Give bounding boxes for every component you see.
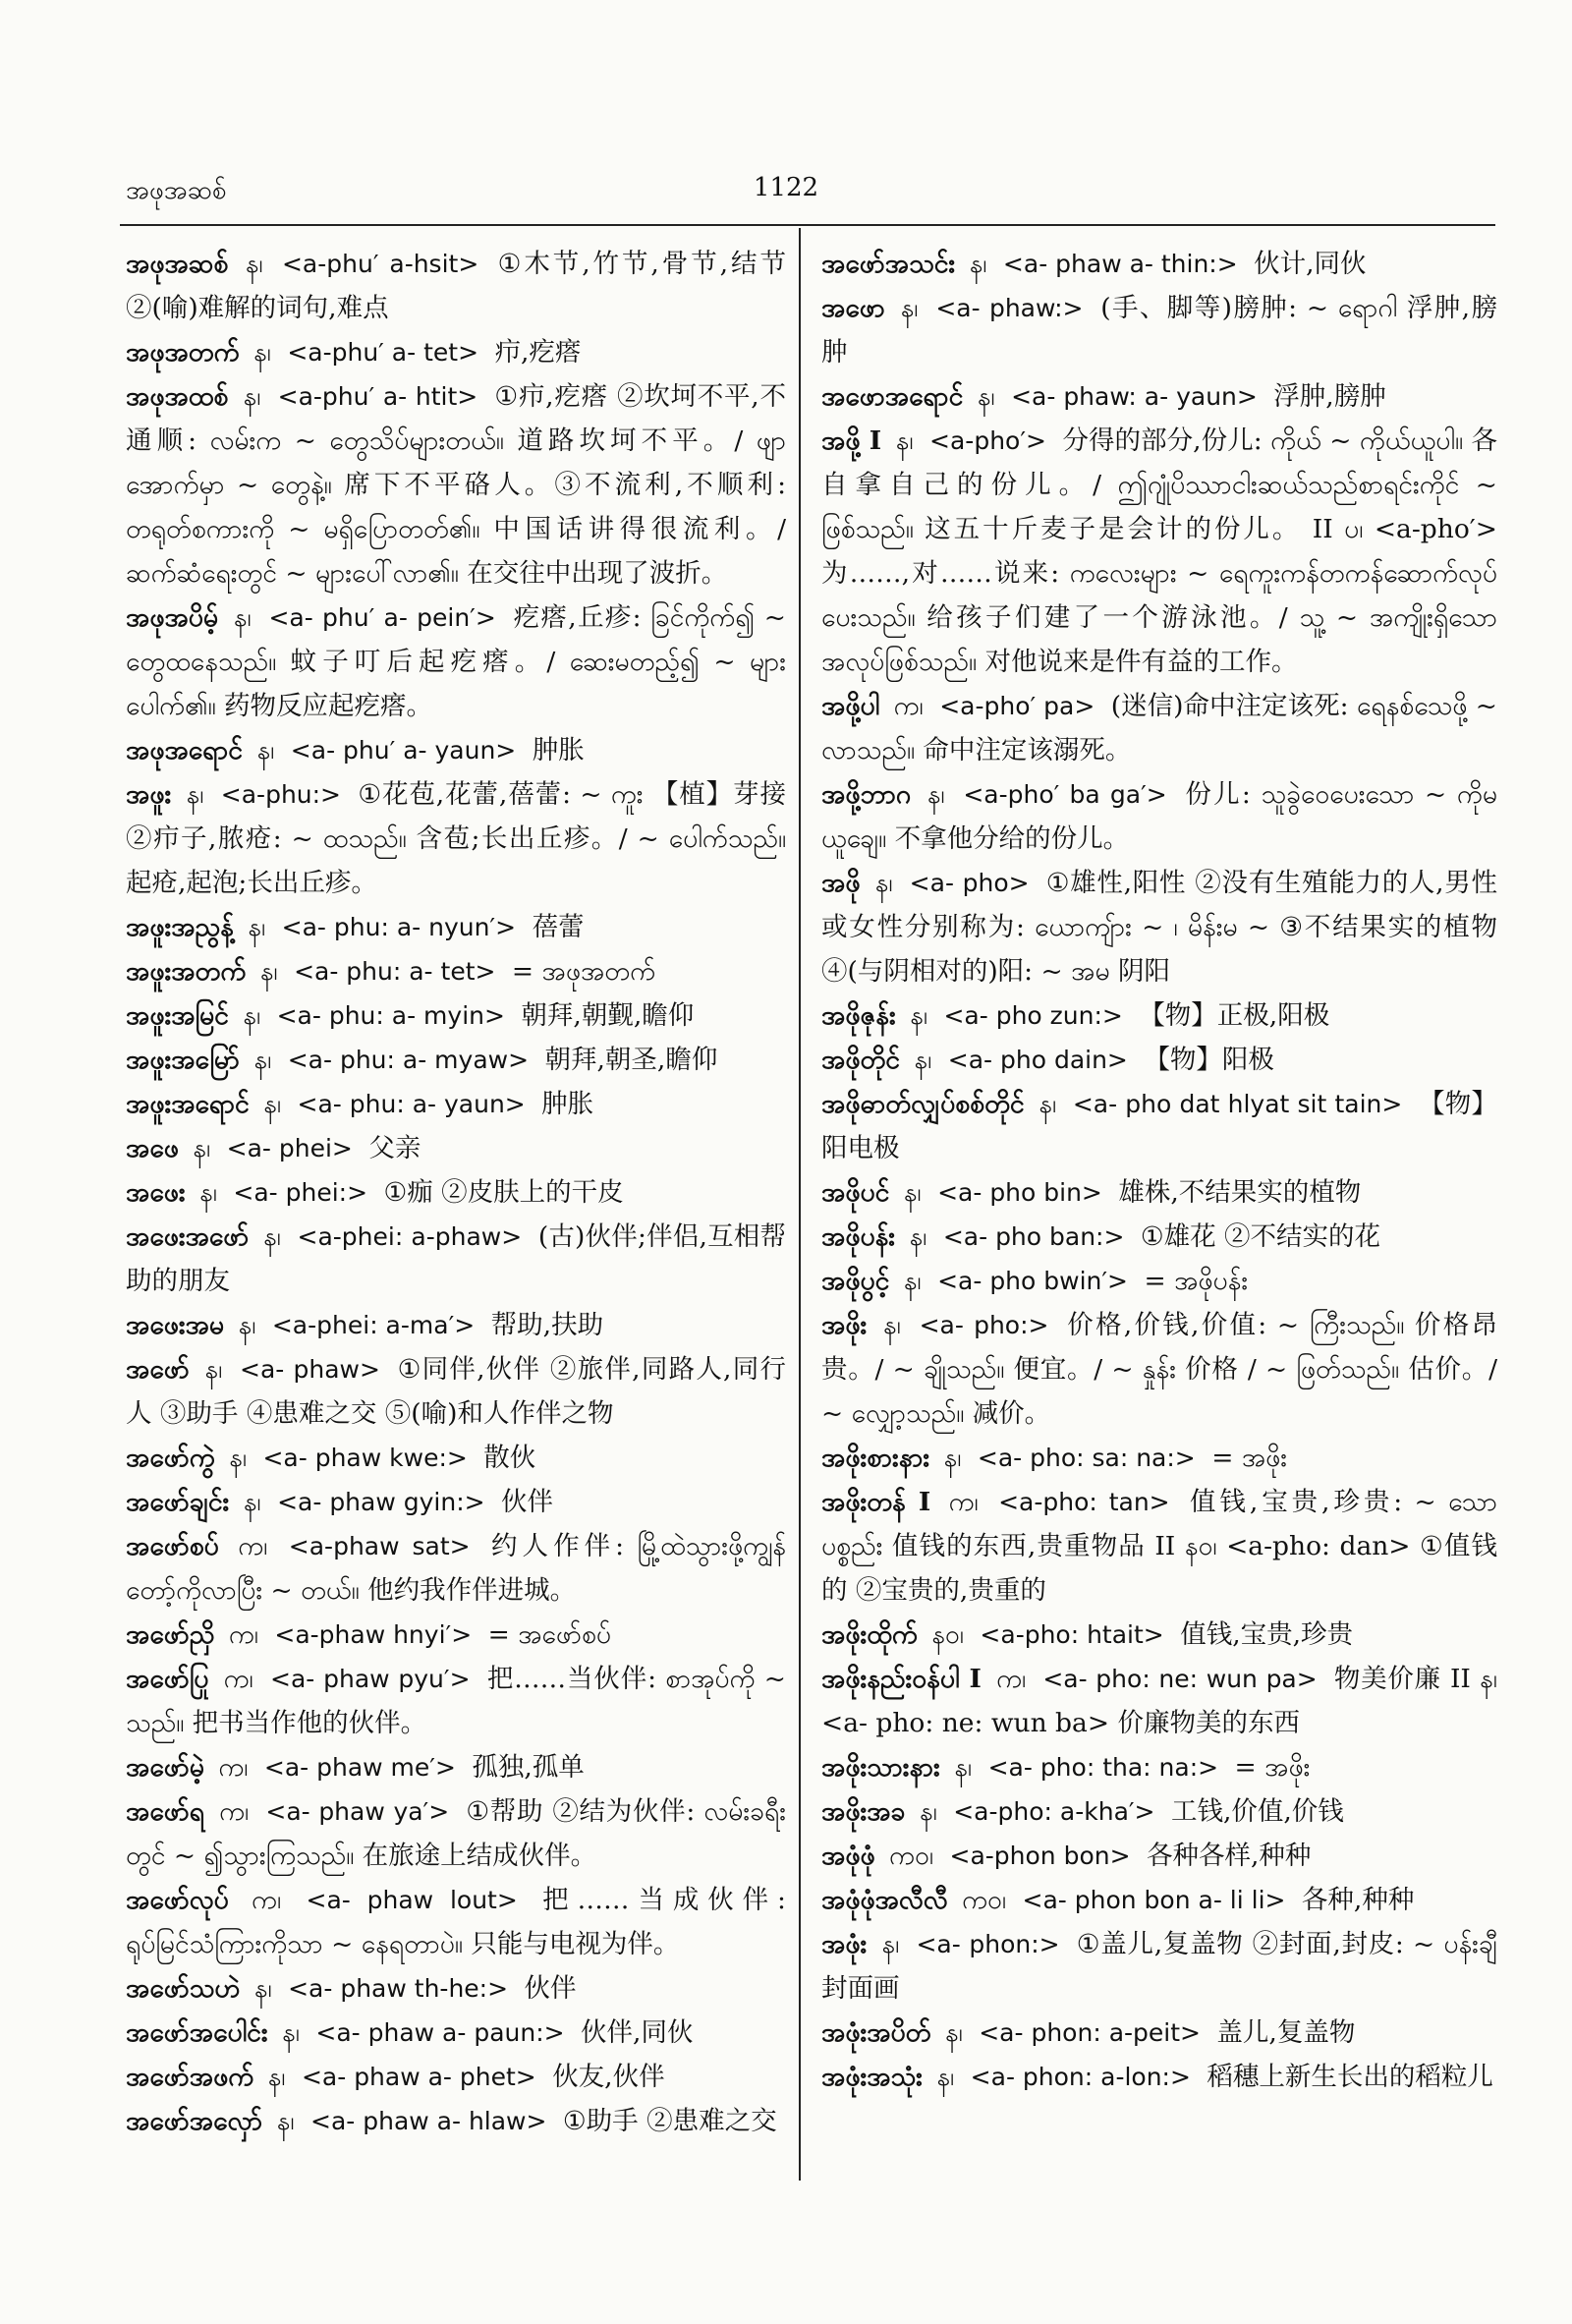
entry-definition: ①花苞,花蕾,蓓蕾: ~ ကူး 【植】芽接 ②疖子,脓疮: ~ ထသည်။ 含苞;长出丘疹。/ ~ ပေါက်သည်။ 起疮,起泡;长出丘疹。 (126, 779, 786, 898)
entry-headword: အဖူးအတက် (126, 956, 247, 987)
entry-headword: အဖော်အဖက် (126, 2062, 254, 2092)
dictionary-entry (821, 684, 1497, 772)
entry-pronunciation: <a- phei:> (233, 1178, 368, 1207)
dictionary-entry (821, 1082, 1497, 1170)
entry-definition: 【物】阳电极 (821, 1089, 1497, 1163)
entry-definition: ①盖儿,复盖物 ②封面,封皮: ~ ပန်းချီ 封面画 (821, 1929, 1497, 2004)
dictionary-entry (126, 1347, 786, 1436)
entry-headword: အဖုံးအပိတ် (821, 2017, 931, 2048)
entry-pronunciation: <a- phaw a- thin:> (1002, 250, 1238, 278)
entry-pronunciation: <a-pho: htait> (980, 1620, 1164, 1649)
entry-definition: 份儿: သူခွဲဝေပေးသော ~ ကိုမယူချေ။ 不拿他分给的份儿。 (821, 779, 1498, 854)
entry-pronunciation: <a- phon bon a- li li> (1022, 1886, 1286, 1914)
entry-part-of-speech: က၊ (228, 1619, 258, 1650)
entry-part-of-speech: ကဝ၊ (962, 1885, 1007, 1915)
dictionary-entry (126, 595, 786, 728)
entry-part-of-speech: န၊ (259, 956, 278, 987)
entry-part-of-speech: က၊ (996, 1664, 1027, 1694)
entry-part-of-speech: န၊ (914, 1045, 932, 1075)
entry-headword: အဖော်အလှော် (126, 2106, 263, 2136)
dictionary-entry (126, 993, 786, 1038)
entry-pronunciation: <a- phaw kwe:> (262, 1444, 468, 1472)
entry-part-of-speech: န၊ (943, 1443, 962, 1473)
entry-pronunciation: <a- phaw gyin:> (277, 1488, 485, 1516)
entry-headword: အဖော်သဟဲ (126, 1973, 241, 2004)
entry-definition: 【物】阳极 (1144, 1045, 1274, 1075)
entry-headword: အဖောအရောင် (821, 381, 964, 412)
entry-definition: 各种各样,种种 (1146, 1841, 1312, 1871)
entry-part-of-speech: န၊ (977, 381, 995, 412)
entry-headword: အဖို (821, 868, 861, 898)
entry-headword: အဖို့ဘာဂ (821, 779, 912, 810)
entry-headword: အဖေး (126, 1177, 186, 1208)
entry-pronunciation: <a- pho:> (919, 1311, 1049, 1339)
entry-headword: အဖိုတိုင် (821, 1045, 900, 1075)
entry-definition: ①木节,竹节,骨节,结节 ②(喻)难解的词句,难点 (126, 249, 786, 323)
dictionary-entry (821, 1878, 1497, 1922)
entry-part-of-speech: န၊ (193, 1133, 211, 1163)
entry-part-of-speech: န၊ (909, 1221, 927, 1252)
dictionary-entry (126, 949, 786, 993)
entry-part-of-speech: န၊ (895, 425, 914, 456)
entry-definition: 伙友,伙伴 (552, 2062, 665, 2092)
dictionary-entry (821, 374, 1497, 419)
entry-headword: အဖော (821, 293, 885, 323)
entry-headword: အဖိုးစားနား (821, 1443, 930, 1473)
entry-part-of-speech: န၊ (936, 2062, 955, 2092)
dictionary-entry (821, 772, 1497, 861)
entry-headword: အဖော်ချင်း (126, 1487, 230, 1517)
entry-headword: အဖုံဖုံ (821, 1841, 875, 1871)
entry-definition: ①疖,疙瘩 ②坎坷不平,不通顺: လမ်းက ~ တွေသိပ်များတယ်။ 道路坎坷不平。/ ဖျာအောက်မှာ ~ တွေနဲ့။ 席下不平硌人。③不流利,不顺利: တရုတ်စကားကို ~ မရှိပြောတတ်၏။ 中国话讲得很流利。/ ဆက်ဆံရေးတွင် ~ များပေါ်လာ၏။ 在交往中出现了波折。 (126, 381, 786, 589)
entry-headword: အဖော်လုပ် (126, 1885, 229, 1915)
entry-definition: = အဖိုး (1234, 1752, 1311, 1783)
entry-definition: 把……当成伙伴: ရုပ်မြင်သံကြားကိုသာ ~ နေရတာပဲ။ 只能与电视为伴。 (126, 1885, 786, 1959)
entry-pronunciation: <a- pho: tha: na:> (987, 1753, 1219, 1782)
entry-pronunciation: <a- pho bwin′> (937, 1267, 1128, 1295)
entry-headword: အဖို့ I (821, 425, 882, 456)
entry-part-of-speech: န၊ (1039, 1089, 1057, 1119)
entry-part-of-speech: န၊ (229, 1443, 248, 1473)
entry-definition: 浮肿,膀肿 (1273, 381, 1386, 412)
entry-headword: အဖုအရောင် (126, 735, 243, 765)
entry-headword: အဖိုးနည်းဝန်ပါ I (821, 1664, 982, 1694)
entry-part-of-speech: န၊ (926, 779, 945, 810)
entry-pronunciation: <a-phon bon> (949, 1842, 1131, 1870)
entry-pronunciation: <a- phon:> (916, 1930, 1060, 1958)
entry-part-of-speech: ကဝ၊ (889, 1841, 934, 1871)
entry-part-of-speech: န၊ (243, 381, 261, 412)
entry-headword: အဖော်ကွဲ (126, 1443, 215, 1473)
entry-pronunciation: <a- phaw: a- yaun> (1011, 382, 1258, 411)
dictionary-entry (821, 1922, 1497, 2011)
entry-definition: 值钱,宝贵,珍贵 (1180, 1619, 1354, 1650)
entry-definition: 伙伴,同伙 (581, 2017, 694, 2048)
entry-headword: အဖူးအရောင် (126, 1089, 250, 1119)
entry-pronunciation: <a-pho′ ba ga′> (963, 780, 1167, 809)
entry-headword: အဖေးအမ (126, 1310, 225, 1340)
entry-headword: အဖိုဇုန်း (821, 1000, 896, 1031)
entry-headword: အဖုံး (821, 1929, 868, 1959)
page-number: 1122 (753, 173, 819, 202)
dictionary-entry (126, 1170, 786, 1215)
entry-pronunciation: <a-phu′ a- tet> (287, 338, 479, 367)
entry-pronunciation: <a- phu: a- myaw> (287, 1046, 530, 1074)
entry-part-of-speech: န၊ (919, 1796, 937, 1827)
entry-definition: 工钱,价值,价钱 (1170, 1796, 1344, 1827)
dictionary-entry (821, 286, 1497, 374)
entry-definition: 朝拜,朝觐,瞻仰 (521, 1000, 695, 1031)
entry-part-of-speech: န၊ (238, 1310, 256, 1340)
entry-definition: 朝拜,朝圣,瞻仰 (544, 1045, 718, 1075)
dictionary-entry (126, 1745, 786, 1789)
entry-pronunciation: <a-pho′ pa> (939, 692, 1095, 720)
entry-definition: 散伙 (483, 1443, 536, 1473)
entry-definition: = အဖော်စပ် (487, 1619, 611, 1650)
entry-part-of-speech: န၊ (881, 1929, 900, 1959)
dictionary-entry (126, 1126, 786, 1170)
entry-headword: အဖော်စပ် (126, 1531, 219, 1561)
entry-part-of-speech: န၊ (253, 1973, 272, 2004)
dictionary-entry (126, 1082, 786, 1126)
entry-headword: အဖိုးတန် I (821, 1487, 931, 1517)
entry-headword: အဖိုးသားနား (821, 1752, 940, 1783)
entry-pronunciation: <a-pho: a-kha′> (953, 1797, 1155, 1826)
entry-definition: 稻穗上新生长出的稻粒儿 (1207, 2062, 1493, 2092)
entry-part-of-speech: န၊ (233, 602, 252, 633)
dictionary-entry (126, 2055, 786, 2099)
entry-part-of-speech: န၊ (248, 912, 266, 942)
entry-headword: အဖုံဖုံအလီလီ (821, 1885, 948, 1915)
entry-part-of-speech: န၊ (944, 2017, 963, 2048)
entry-headword: အဖော်ပြု (126, 1664, 209, 1694)
dictionary-entry (126, 1480, 786, 1524)
entry-headword: အဖော် (126, 1354, 190, 1385)
entry-headword: အဖိုး (821, 1310, 868, 1340)
entry-pronunciation: <a-phu′ a- htit> (277, 382, 478, 411)
entry-pronunciation: <a-phei: a-phaw> (297, 1222, 523, 1251)
entry-headword: အဖေးအဖော် (126, 1221, 250, 1252)
entry-part-of-speech: န၊ (903, 1177, 922, 1208)
entry-definition: 帮助,扶助 (490, 1310, 604, 1340)
dictionary-entry (126, 1613, 786, 1657)
entry-part-of-speech: န၊ (882, 1310, 901, 1340)
entry-pronunciation: <a-phu:> (220, 780, 341, 809)
entry-pronunciation: <a- phu: a- yaun> (297, 1090, 526, 1118)
dictionary-entry (126, 2099, 786, 2143)
entry-pronunciation: <a- phaw> (240, 1355, 380, 1384)
entry-definition: (手、脚等)膀肿: ~ ရောဂါ 浮肿,膀肿 (821, 293, 1497, 368)
entry-definition: 疖,疙瘩 (494, 337, 582, 368)
entry-part-of-speech: န၊ (276, 2106, 295, 2136)
entry-part-of-speech: န၊ (199, 1177, 217, 1208)
entry-definition: ①助手 ②患难之交 (562, 2106, 777, 2136)
dictionary-entry (126, 905, 786, 949)
entry-part-of-speech: နဝ၊ (931, 1619, 964, 1650)
dictionary-entry (126, 1657, 786, 1745)
dictionary-entry (126, 1789, 786, 1878)
entry-headword: အဖော်အသင်း (821, 249, 956, 279)
entry-part-of-speech: န၊ (900, 293, 919, 323)
entry-definition: 盖儿,复盖物 (1216, 2017, 1356, 2048)
dictionary-entry (821, 1303, 1497, 1436)
entry-definition: 肿胀 (532, 735, 585, 765)
dictionary-entry (126, 1436, 786, 1480)
entry-definition: = အဖိုး (1211, 1443, 1288, 1473)
entry-headword: အဖေ (126, 1133, 179, 1163)
entry-part-of-speech: န၊ (903, 1266, 922, 1296)
entry-definition: = အဖိုပန်း (1144, 1266, 1249, 1296)
dictionary-entry (126, 728, 786, 772)
entry-definition: 父亲 (368, 1133, 421, 1163)
entry-pronunciation: <a- pho dain> (947, 1046, 1128, 1074)
entry-headword: အဖိုးအခ (821, 1796, 906, 1827)
entry-part-of-speech: န၊ (954, 1752, 973, 1783)
entry-headword: အဖုအပိမ့် (126, 602, 219, 633)
entry-headword: အဖို့ပါ (821, 691, 880, 721)
entry-pronunciation: <a-phei: a-ma′> (271, 1311, 476, 1339)
dictionary-entry (821, 2011, 1497, 2055)
entry-part-of-speech: န၊ (262, 1221, 281, 1252)
dictionary-entry (821, 1480, 1497, 1613)
dictionary-entry (821, 2055, 1497, 2099)
dictionary-entry (821, 1259, 1497, 1303)
entry-definition: ①痂 ②皮肤上的干皮 (383, 1177, 624, 1208)
entry-definition: 各种,种种 (1301, 1885, 1415, 1915)
entry-pronunciation: <a- phaw a- paun:> (315, 2018, 565, 2047)
dictionary-entry (126, 242, 786, 330)
entry-definition: 蓓蕾 (532, 912, 585, 942)
entry-headword: အဖုအတက် (126, 337, 240, 368)
dictionary-entry (126, 1303, 786, 1347)
dictionary-entry (821, 993, 1497, 1038)
entry-definition: 物美价廉 II န၊ <a- pho: ne: wun ba> 价廉物美的东西 (821, 1664, 1497, 1738)
entry-definition: 雄株,不结果实的植物 (1118, 1177, 1362, 1208)
entry-headword: အဖိုးထိုက် (821, 1619, 918, 1650)
dictionary-entry (126, 772, 786, 905)
dictionary-entry (821, 1215, 1497, 1259)
entry-definition: 把……当伙伴: စာအုပ်ကို ~ သည်။ 把书当作他的伙伴。 (126, 1664, 786, 1738)
entry-definition: (迷信)命中注定该死: ရေနစ်သေဖို့ ~ လာသည်။ 命中注定该溺死。 (821, 691, 1497, 765)
entry-part-of-speech: က၊ (893, 691, 924, 721)
entry-part-of-speech: န၊ (243, 1000, 261, 1031)
dictionary-entry (821, 1834, 1497, 1878)
entry-pronunciation: <a- pho bin> (937, 1178, 1102, 1207)
entry-pronunciation: <a- pho: sa: na:> (977, 1444, 1196, 1472)
entry-headword: အဖိုဓာတ်လျှပ်စစ်တိုင် (821, 1089, 1025, 1119)
entry-definition: 孤独,孤单 (472, 1752, 585, 1783)
entry-part-of-speech: န၊ (204, 1354, 223, 1385)
entry-headword: အဖုအဆစ် (126, 249, 229, 279)
entry-part-of-speech: န၊ (969, 249, 987, 279)
entry-pronunciation: <a- phaw a- phet> (301, 2063, 536, 2091)
right-column (821, 242, 1497, 2099)
running-head: အဖုအဆစ် (126, 176, 227, 205)
entry-pronunciation: <a- pho ban:> (942, 1222, 1125, 1251)
entry-pronunciation: <a-phu′ a-hsit> (281, 250, 479, 278)
entry-pronunciation: <a- phu: a- myin> (276, 1001, 505, 1030)
dictionary-entry (126, 330, 786, 374)
dictionary-entry (821, 861, 1497, 993)
entry-headword: အဖူးအညွန့် (126, 912, 234, 942)
entry-pronunciation: <a-pho′> (929, 426, 1046, 455)
column-divider (799, 228, 801, 2181)
entry-part-of-speech: က၊ (219, 1796, 250, 1827)
entry-headword: အဖိုပွင့် (821, 1266, 890, 1296)
entry-part-of-speech: က၊ (238, 1531, 268, 1561)
entry-pronunciation: <a-phaw hnyi′> (274, 1620, 473, 1649)
entry-definition: 约人作伴: မြို့ထဲသွားဖို့ကျွန်တော့်ကိုလာပြီး ~ တယ်။ 他约我作伴进城。 (126, 1531, 786, 1606)
entry-part-of-speech: က၊ (948, 1487, 979, 1517)
header-rule (120, 224, 1495, 226)
entry-part-of-speech: က၊ (223, 1664, 253, 1694)
entry-headword: အဖုံးအသုံး (821, 2062, 923, 2092)
entry-part-of-speech: က၊ (252, 1885, 282, 1915)
entry-definition: 伙伴 (501, 1487, 554, 1517)
entry-pronunciation: <a-phaw sat> (288, 1532, 471, 1560)
entry-part-of-speech: န၊ (253, 1045, 272, 1075)
entry-part-of-speech: န၊ (874, 868, 893, 898)
entry-part-of-speech: န၊ (256, 735, 275, 765)
dictionary-entry (126, 1878, 786, 1966)
entry-pronunciation: <a- phaw th-he:> (288, 1974, 509, 2003)
dictionary-entry (821, 1789, 1497, 1834)
dictionary-entry (821, 1745, 1497, 1789)
entry-part-of-speech: န၊ (253, 337, 271, 368)
dictionary-entry (821, 1038, 1497, 1082)
entry-pronunciation: <a- phaw lout> (306, 1886, 518, 1914)
entry-pronunciation: <a- phon: a-lon:> (970, 2063, 1191, 2091)
entry-definition: 疙瘩,丘疹: ခြင်ကိုက်၍ ~ တွေထနေသည်။ 蚊子叮后起疙瘩。/ ဆေးမတည့်၍ ~ များပေါက်၏။ 药物反应起疙瘩。 (126, 602, 786, 721)
entry-definition: ①同伴,伙伴 ②旅伴,同路人,同行人 ③助手 ④患难之交 ⑤(喻)和人作伴之物 (126, 1354, 786, 1429)
dictionary-entry (126, 1524, 786, 1613)
entry-pronunciation: <a- phu′ a- pein′> (268, 603, 496, 632)
entry-definition: ①雄花 ②不结实的花 (1140, 1221, 1381, 1252)
entry-headword: အဖူး (126, 779, 172, 810)
entry-pronunciation: <a- phu′ a- yaun> (290, 736, 517, 765)
dictionary-entry (126, 1215, 786, 1303)
entry-definition: 分得的部分,份儿: ကိုယ် ~ ကိုယ်ယူပါ။ 各自拿自己的份儿。/ ဤဂျုံပိဿာငါးဆယ်သည်စာရင်းကိုင် ~ ဖြစ်သည်။ 这五十斤麦子是会计的份儿。 II ပ၊ <a-pho′> 为……,对……说来: ကလေးများ ~ ရေကူးကန်တကန်ဆောက်လုပ်ပေးသည်။ 给孩子们建了一个游泳池。/ သူ့ ~ အကျိုးရှိသောအလုပ်ဖြစ်သည်။ 对他说来是件有益的工作。 (821, 425, 1497, 677)
dictionary-entry (126, 2011, 786, 2055)
entry-part-of-speech: က၊ (218, 1752, 249, 1783)
entry-part-of-speech: န၊ (243, 1487, 261, 1517)
entry-definition: 值钱,宝贵,珍贵: ~ သောပစ္စည်း 值钱的东西,贵重物品 II နဝ၊ <a-pho: dan> ①值钱的 ②宝贵的,贵重的 (821, 1487, 1497, 1606)
entry-pronunciation: <a- phaw ya′> (265, 1797, 450, 1826)
entry-pronunciation: <a- pho> (909, 869, 1030, 897)
dictionary-entry (126, 374, 786, 595)
entry-definition: (古)伙伴;伴侣,互相帮助的朋友 (126, 1221, 786, 1296)
entry-pronunciation: <a- phei> (226, 1134, 353, 1162)
entry-part-of-speech: န၊ (245, 249, 263, 279)
entry-pronunciation: <a- pho zun:> (943, 1001, 1123, 1030)
entry-pronunciation: <a- pho dat hlyat sit tain> (1072, 1090, 1403, 1118)
left-column (126, 242, 786, 2143)
entry-definition: ①雄性,阳性 ②没有生殖能力的人,男性或女性分别称为: ယောကျ်ား ~ ၊ မိန်းမ ~ ③不结果实的植物 ④(与阴相对的)阳: ~ အမ 阴阳 (821, 868, 1497, 987)
entry-definition: 【物】正极,阳极 (1139, 1000, 1330, 1031)
entry-pronunciation: <a- phaw:> (935, 294, 1084, 322)
entry-pronunciation: <a- phaw a- hlaw> (310, 2107, 547, 2135)
entry-headword: အဖုအထစ် (126, 381, 229, 412)
entry-headword: အဖူးအမြော် (126, 1045, 240, 1075)
dictionary-entry (821, 1657, 1497, 1745)
entry-headword: အဖူးအမြင် (126, 1000, 229, 1031)
dictionary-entry (821, 1613, 1497, 1657)
entry-headword: အဖော်အပေါင်း (126, 2017, 268, 2048)
entry-part-of-speech: န၊ (267, 2062, 286, 2092)
entry-headword: အဖိုပင် (821, 1177, 890, 1208)
entry-pronunciation: <a-pho: tan> (998, 1488, 1170, 1516)
dictionary-entry (821, 419, 1497, 684)
dictionary-entry (126, 1038, 786, 1082)
entry-headword: အဖိုပန်း (821, 1221, 896, 1252)
entry-definition: = အဖုအတက် (511, 956, 656, 987)
entry-definition: 伙伴 (524, 1973, 577, 2004)
dictionary-entry (821, 242, 1497, 286)
entry-pronunciation: <a- phaw me′> (263, 1753, 456, 1782)
entry-part-of-speech: န၊ (910, 1000, 928, 1031)
entry-definition: 价格,价钱,价值: ~ ကြီးသည်။ 价格昂贵。/ ~ ချိုသည်။ 便宜。/ ~ နှုန်း 价格 / ~ ဖြတ်သည်။ 估价。/ ~ လျှော့သည်။ 减价。 (821, 1310, 1497, 1429)
entry-headword: အဖော်ညှိ (126, 1619, 215, 1650)
dictionary-entry (126, 1966, 786, 2011)
entry-definition: 伙计,同伙 (1254, 249, 1367, 279)
entry-headword: အဖော်မဲ့ (126, 1752, 204, 1783)
entry-part-of-speech: န၊ (263, 1089, 282, 1119)
entry-definition: ①帮助 ②结为伙伴: လမ်းခရီးတွင် ~ ၍သွားကြသည်။ 在旅途上结成伙伴。 (126, 1796, 786, 1871)
entry-definition: 肿胀 (541, 1089, 594, 1119)
entry-part-of-speech: န၊ (282, 2017, 300, 2048)
entry-pronunciation: <a- phon: a-peit> (979, 2018, 1201, 2047)
dictionary-entry (821, 1436, 1497, 1480)
entry-pronunciation: <a- pho: ne: wun pa> (1042, 1665, 1318, 1693)
entry-pronunciation: <a- phu: a- tet> (294, 957, 496, 986)
entry-headword: အဖော်ရ (126, 1796, 204, 1827)
dictionary-entry (821, 1170, 1497, 1215)
entry-part-of-speech: န၊ (186, 779, 204, 810)
entry-pronunciation: <a- phaw pyu′> (270, 1665, 471, 1693)
entry-pronunciation: <a- phu: a- nyun′> (281, 913, 517, 941)
